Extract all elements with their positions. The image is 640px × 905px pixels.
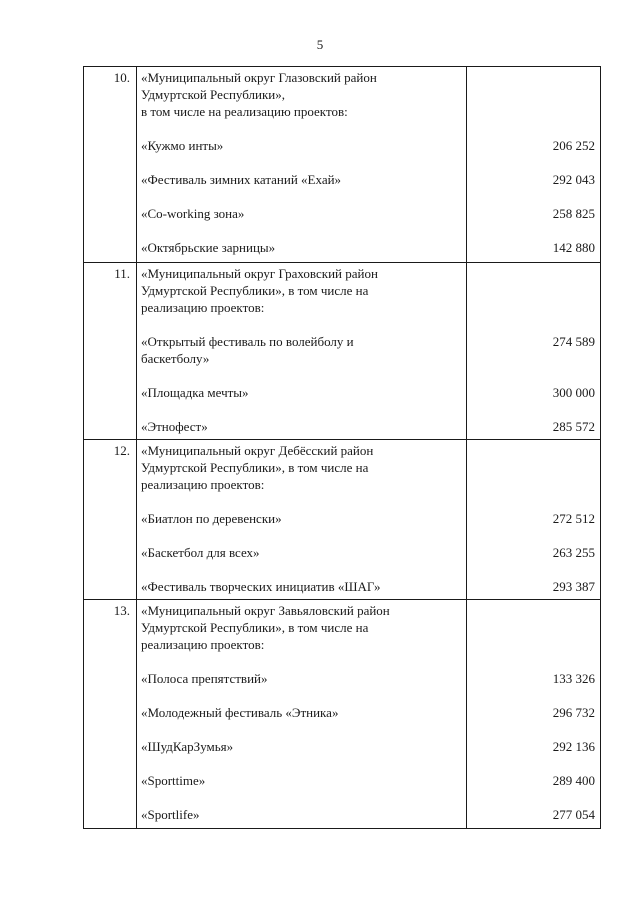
- district-name: «Муниципальный округ Граховский район Удмуртской Республики», в том числе на реализацию проектов:: [141, 266, 378, 315]
- project-amount: 289 400: [552, 773, 595, 788]
- project-name: «Co-working зона»: [141, 206, 245, 221]
- project-amount: 206 252: [552, 138, 595, 153]
- project-amount: 142 880: [552, 240, 595, 255]
- project-amount: 300 000: [552, 385, 595, 400]
- project-amount: 285 572: [552, 419, 595, 434]
- amount-cell: [467, 440, 601, 600]
- project-amount: 133 326: [552, 671, 595, 686]
- row-number: 10.: [84, 67, 137, 263]
- project-amount: 293 387: [552, 579, 595, 594]
- district-name: «Муниципальный округ Глазовский район Удмуртской Республики», в том числе на реализацию проектов:: [141, 70, 377, 119]
- table-row: [84, 600, 601, 829]
- project-name: «Биатлон по деревенски»: [141, 511, 282, 526]
- district-cell: [137, 600, 467, 829]
- amount-cell: [467, 263, 601, 440]
- row-number: 11.: [84, 263, 137, 440]
- project-amount: 274 589: [552, 334, 595, 349]
- amount-cell: [467, 600, 601, 829]
- project-amount: 292 136: [552, 739, 595, 754]
- project-name: «Фестиваль творческих инициатив «ШАГ»: [141, 579, 381, 594]
- project-amount: 292 043: [552, 172, 595, 187]
- district-cell: [137, 67, 467, 263]
- project-amount: 258 825: [552, 206, 595, 221]
- page-number: 5: [316, 37, 324, 52]
- district-name: «Муниципальный округ Дебёсский район Удмуртской Республики», в том числе на реализацию проектов:: [141, 443, 374, 492]
- grants-table: [83, 66, 601, 829]
- project-name: «Этнофест»: [141, 419, 208, 434]
- project-name: «Октябрьские зарницы»: [141, 240, 276, 255]
- project-amount: 277 054: [552, 807, 595, 822]
- project-name: «Баскетбол для всех»: [141, 545, 260, 560]
- table-row: [84, 263, 601, 440]
- table-row: [84, 440, 601, 600]
- project-name: «ШудКарЗумья»: [141, 739, 234, 754]
- project-amount: 272 512: [552, 511, 595, 526]
- row-number: 12.: [84, 440, 137, 600]
- project-name: «Площадка мечты»: [141, 385, 249, 400]
- table-row: [84, 67, 601, 263]
- project-amount: 263 255: [552, 545, 595, 560]
- district-cell: [137, 440, 467, 600]
- amount-cell: [467, 67, 601, 263]
- district-name: «Муниципальный округ Завьяловский район Удмуртской Республики», в том числе на реализацию проектов:: [141, 603, 390, 652]
- project-name: «Кужмо инты»: [141, 138, 224, 153]
- project-name: «Молодежный фестиваль «Этника»: [141, 705, 339, 720]
- project-amount: 296 732: [552, 705, 595, 720]
- project-name: «Фестиваль зимних катаний «Ехай»: [141, 172, 342, 187]
- project-name: «Sporttime»: [141, 773, 206, 788]
- row-number: 13.: [84, 600, 137, 829]
- project-name: «Sportlife»: [141, 807, 200, 822]
- district-cell: [137, 263, 467, 440]
- project-name: «Открытый фестиваль по волейболу и баскетболу»: [141, 334, 354, 366]
- project-name: «Полоса препятствий»: [141, 671, 268, 686]
